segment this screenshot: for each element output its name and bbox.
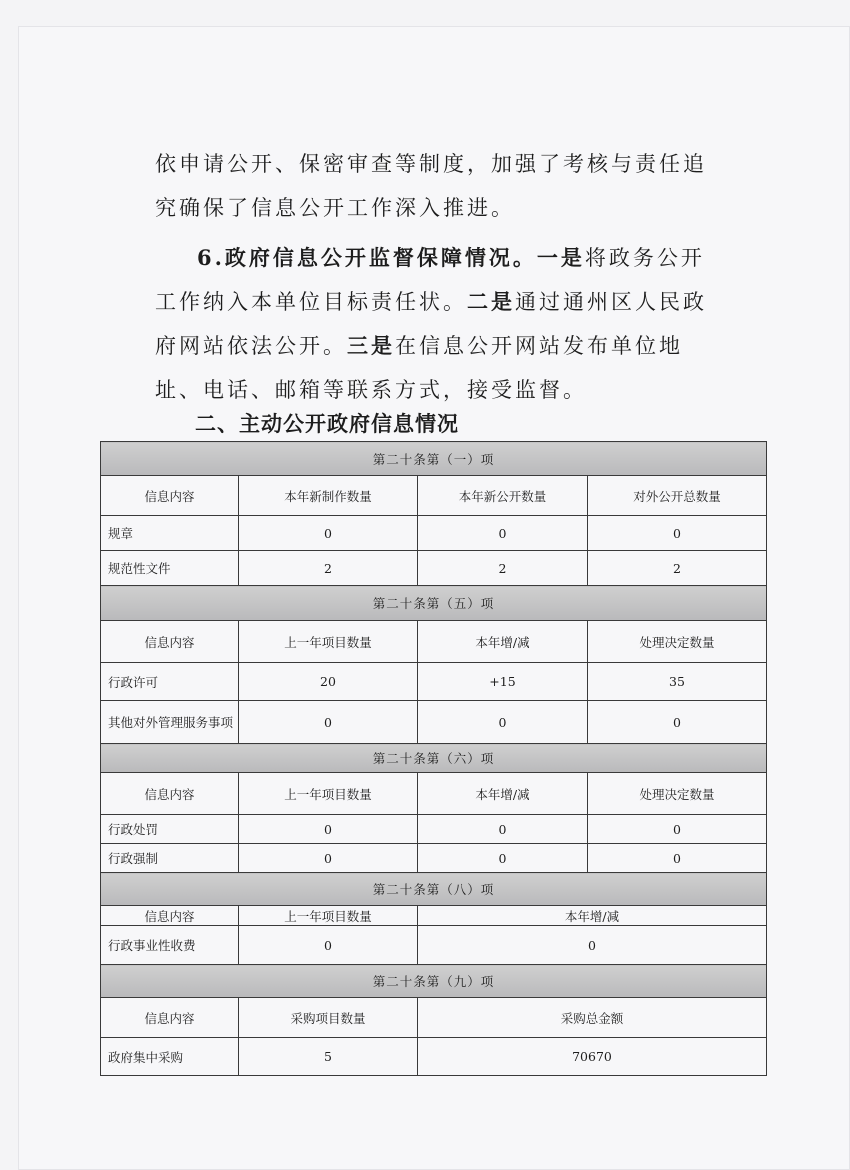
header-cell: 信息内容 xyxy=(101,621,239,663)
header-cell: 本年增/减 xyxy=(418,906,767,926)
table-cell: 0 xyxy=(588,701,767,744)
table-cell: 35 xyxy=(588,663,767,701)
header-cell: 采购项目数量 xyxy=(239,998,418,1038)
table-cell: 5 xyxy=(239,1038,418,1076)
marker-second: 二是 xyxy=(467,289,515,314)
text-first: 将政务公开工作纳入本单位目标责任状。 xyxy=(155,246,705,314)
table-row xyxy=(101,1038,767,1076)
header-cell: 对外公开总数量 xyxy=(588,476,767,516)
header-row xyxy=(101,476,767,516)
section-heading: 二、主动公开政府信息情况 xyxy=(195,412,459,436)
header-row xyxy=(101,906,767,926)
marker-third: 三是 xyxy=(347,333,395,358)
header-cell: 上一年项目数量 xyxy=(239,773,418,815)
table-cell: +15 xyxy=(418,663,588,701)
table-row xyxy=(101,926,767,965)
table-cell: 20 xyxy=(239,663,418,701)
section-title: 第二十条第（九）项 xyxy=(101,965,767,998)
section-row-9 xyxy=(101,965,767,998)
marker-first: 一是 xyxy=(536,245,585,270)
section-title: 第二十条第（五）项 xyxy=(101,586,767,621)
table-row xyxy=(101,663,767,701)
header-cell: 信息内容 xyxy=(101,998,239,1038)
section-title: 第二十条第（一）项 xyxy=(101,442,767,476)
table-row xyxy=(101,551,767,586)
table-cell: 0 xyxy=(418,516,588,551)
paragraph-continuation: 依申请公开、保密审查等制度，加强了考核与责任追究确保了信息公开工作深入推进。 xyxy=(155,152,707,220)
header-cell: 信息内容 xyxy=(101,476,239,516)
row-label: 政府集中采购 xyxy=(101,1038,239,1076)
paragraph-supervision xyxy=(155,236,725,412)
table-cell: 0 xyxy=(239,926,418,965)
table-cell: 0 xyxy=(418,926,767,965)
section-row-6 xyxy=(101,744,767,773)
header-cell: 上一年项目数量 xyxy=(239,621,418,663)
header-row xyxy=(101,621,767,663)
table-cell: 0 xyxy=(239,844,418,873)
header-row xyxy=(101,998,767,1038)
item-heading: 6.政府信息公开监督保障情况。 xyxy=(197,245,537,270)
header-cell: 本年新公开数量 xyxy=(418,476,588,516)
header-cell: 处理决定数量 xyxy=(588,621,767,663)
table-cell: 0 xyxy=(418,844,588,873)
table-cell: 0 xyxy=(418,701,588,744)
header-cell: 信息内容 xyxy=(101,906,239,926)
table-row xyxy=(101,815,767,844)
section-row-5 xyxy=(101,586,767,621)
header-cell: 本年新制作数量 xyxy=(239,476,418,516)
header-cell: 本年增/减 xyxy=(418,773,588,815)
row-label: 行政处罚 xyxy=(101,815,239,844)
row-label: 规范性文件 xyxy=(101,551,239,586)
table-row xyxy=(101,516,767,551)
table-cell: 2 xyxy=(239,551,418,586)
section-title: 第二十条第（八）项 xyxy=(101,873,767,906)
row-label: 行政许可 xyxy=(101,663,239,701)
row-label: 行政强制 xyxy=(101,844,239,873)
table-row xyxy=(101,844,767,873)
section-row-1 xyxy=(101,442,767,476)
table-cell: 0 xyxy=(239,815,418,844)
table-cell: 0 xyxy=(418,815,588,844)
table-cell: 70670 xyxy=(418,1038,767,1076)
header-row xyxy=(101,773,767,815)
table-row xyxy=(101,701,767,744)
section-title: 第二十条第（六）项 xyxy=(101,744,767,773)
table-cell: 0 xyxy=(588,844,767,873)
row-label: 行政事业性收费 xyxy=(101,926,239,965)
table-cell: 0 xyxy=(588,815,767,844)
table-cell: 0 xyxy=(239,701,418,744)
disclosure-table xyxy=(100,441,767,1076)
table-cell: 2 xyxy=(588,551,767,586)
header-cell: 信息内容 xyxy=(101,773,239,815)
row-label: 规章 xyxy=(101,516,239,551)
table-cell: 0 xyxy=(588,516,767,551)
header-cell: 上一年项目数量 xyxy=(239,906,418,926)
header-cell: 处理决定数量 xyxy=(588,773,767,815)
header-cell: 采购总金额 xyxy=(418,998,767,1038)
row-label: 其他对外管理服务事项 xyxy=(101,701,239,744)
text-second: 通过通州区人民政府网站依法公开。 xyxy=(155,290,707,358)
text-third: 在信息公开网站发布单位地址、电话、邮箱等联系方式，接受监督。 xyxy=(155,334,683,402)
header-cell: 本年增/减 xyxy=(418,621,588,663)
section-row-8 xyxy=(101,873,767,906)
table-cell: 2 xyxy=(418,551,588,586)
table-cell: 0 xyxy=(239,516,418,551)
